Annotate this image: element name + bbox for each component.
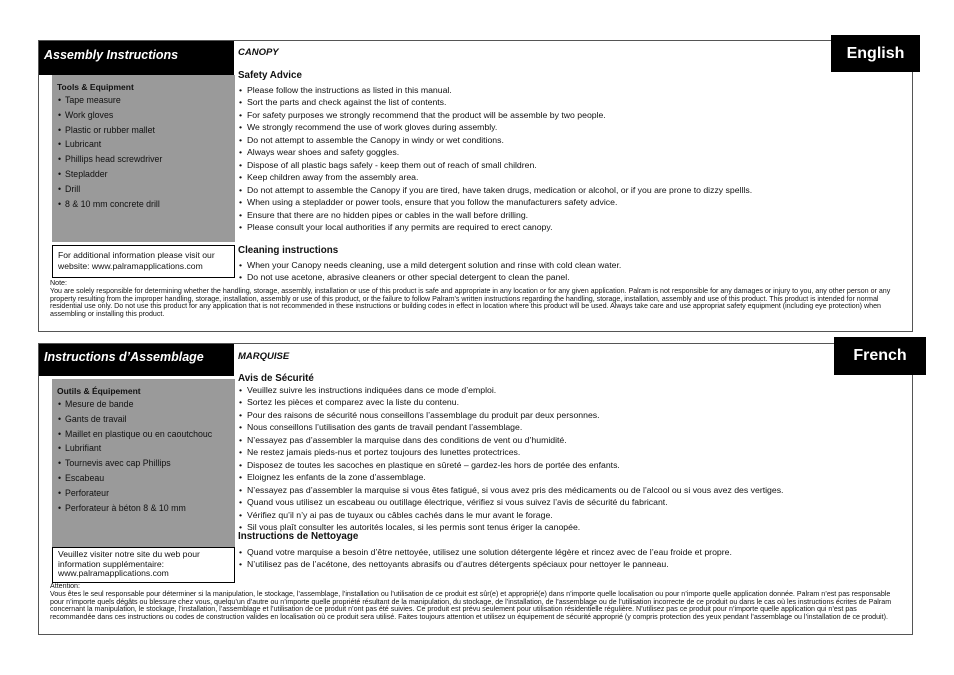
english-panel bbox=[38, 40, 913, 332]
safety-item: • N’essayez pas d’assembler la marquise dans des conditions de vent ou d’humidité. bbox=[238, 434, 898, 446]
tool-item: • Plastic or rubber mallet bbox=[57, 125, 230, 136]
note-text bbox=[50, 280, 900, 319]
language-tab-french: French bbox=[834, 337, 926, 375]
tools-box bbox=[52, 379, 235, 548]
safety-item: • Veuillez suivre les instructions indiquées dans ce mode d’emploi. bbox=[238, 384, 898, 396]
tool-item: • Lubricant bbox=[57, 139, 230, 150]
safety-item: • Dispose of all plastic bags safely - keep them out of reach of small children. bbox=[238, 159, 898, 171]
cleaning-title: Instructions de Nettoyage bbox=[238, 531, 359, 542]
safety-item: • Quand vous utilisez un escabeau ou outillage électrique, vérifiez si vous suivez l’avis de sécurité du fabricant. bbox=[238, 496, 898, 508]
safety-item: • Do not attempt to assemble the Canopy if you are tired, have taken drugs, medication or alcohol, or if you are prone to dizzy spellls. bbox=[238, 184, 898, 196]
tool-item: • 8 & 10 mm concrete drill bbox=[57, 199, 230, 210]
tool-item: • Escabeau bbox=[57, 473, 230, 484]
safety-item: • Please follow the instructions as listed in this manual. bbox=[238, 84, 898, 96]
safety-item: • Sort the parts and check against the list of contents. bbox=[238, 96, 898, 108]
safety-item: • Pour des raisons de sécurité nous conseillons l’assemblage du produit par deux personnes. bbox=[238, 409, 898, 421]
cleaning-title: Cleaning instructions bbox=[238, 245, 339, 256]
safety-section bbox=[238, 373, 898, 533]
safety-item: • Eloignez les enfants de la zone d’assemblage. bbox=[238, 471, 898, 483]
tool-item: • Gants de travail bbox=[57, 414, 230, 425]
tool-item: • Lubrifiant bbox=[57, 443, 230, 454]
safety-item: • Do not attempt to assemble the Canopy in windy or wet conditions. bbox=[238, 134, 898, 146]
info-box: For additional information please visit our website: www.palramapplications.com bbox=[52, 245, 235, 278]
note-body: Vous êtes le seul responsable pour déterminer si la manipulation, le stockage, l’assemblage, l’installation ou l’utilisation de ce produit est sûr(e) et approprié(e) dans n’importe quelle localisation ou pour n’importe quelle application donnée. Palram n’est pas responsable pour n’importe quels dégâts ou blessure chez vous, quelqu’un d’autre ou n’importe quelle propriété résultant de la manipulation, du stockage, de l’installation, de l’assemblage ou de l’utilisation incorrecte de ce produit ou dans le cas où les instructions écrites de Palram concernant la manipulation, le stockage, l’installation, l’assemblage et l’utilisation de ce produit n’ont pas été suivies. Ce produit est prévu seulement pour utilisation résidentielle régulière. N’utilisez pas ce produit pour n’importe quelle application qui n’est pas recommandée dans ces instructions ou codes de construction valides en localisation où ce produit sera utilisé. Faites toujours attention et utilisez un équipement de sécurité approprié (y compris protection des yeux pendant l’assemblage ou l’installation de ce produit). bbox=[50, 589, 892, 622]
tool-item: • Work gloves bbox=[57, 110, 230, 121]
tool-item: • Perforateur à béton 8 & 10 mm bbox=[57, 503, 230, 514]
safety-item: • Always wear shoes and safety goggles. bbox=[238, 146, 898, 158]
tool-item: • Tape measure bbox=[57, 95, 230, 106]
safety-item: • We strongly recommend the use of work gloves during assembly. bbox=[238, 121, 898, 133]
safety-item: • Please consult your local authorities if any permits are required to erect canopy. bbox=[238, 221, 898, 233]
safety-item: • Keep children away from the assembly area. bbox=[238, 171, 898, 183]
language-tab-english: English bbox=[831, 35, 920, 72]
safety-item: • Vérifiez qu’il n’y ai pas de tuyaux ou câbles cachés dans le mur avant le forage. bbox=[238, 509, 898, 521]
safety-list bbox=[238, 84, 898, 233]
tool-item: • Phillips head screwdriver bbox=[57, 154, 230, 165]
tool-item: • Drill bbox=[57, 184, 230, 195]
safety-item: • Disposez de toutes les sacoches en plastique en sûreté – gardez-les hors de portée des enfants. bbox=[238, 459, 898, 471]
cleaning-item: • When your Canopy needs cleaning, use a mild detergent solution and rinse with cold clean water. bbox=[238, 259, 898, 271]
safety-list bbox=[238, 384, 898, 533]
cleaning-section bbox=[238, 245, 898, 284]
safety-item: • When using a stepladder or power tools, ensure that you follow the manufacturers safety advice. bbox=[238, 196, 898, 208]
note-text bbox=[50, 583, 900, 622]
section-header: Instructions d’Assemblage bbox=[39, 344, 234, 376]
note-label: Note: bbox=[50, 279, 67, 287]
french-panel bbox=[38, 343, 913, 635]
cleaning-section bbox=[238, 531, 898, 571]
tool-item: • Stepladder bbox=[57, 169, 230, 180]
tools-title: Tools & Equipment bbox=[57, 82, 134, 92]
safety-item: • Sil vous plaît consulter les autorités locales, si les permis sont tenus ériger la canopée. bbox=[238, 521, 898, 533]
tool-item: • Perforateur bbox=[57, 488, 230, 499]
section-header: Assembly Instructions bbox=[39, 41, 234, 75]
safety-section bbox=[238, 70, 898, 233]
tools-list bbox=[57, 399, 230, 513]
product-name: MARQUISE bbox=[238, 351, 290, 362]
safety-item: • Sortez les pièces et comparez avec la liste du contenu. bbox=[238, 396, 898, 408]
safety-title: Safety Advice bbox=[238, 70, 302, 81]
safety-item: • N’essayez pas d’assembler la marquise si vous êtes fatigué, si vous avez pris des médicaments ou de l’alcool ou si vous avez des vertiges. bbox=[238, 484, 898, 496]
tools-box bbox=[52, 75, 235, 242]
cleaning-item: • N’utilisez pas de l’acétone, des nettoyants abrasifs ou d’autres détergents spéciaux pour nettoyer le panneau. bbox=[238, 558, 898, 570]
cleaning-item: • Do not use acetone, abrasive cleaners or other special detergent to clean the panel. bbox=[238, 271, 898, 283]
note-label: Attention: bbox=[50, 582, 80, 590]
tool-item: • Mesure de bande bbox=[57, 399, 230, 410]
safety-item: • Ensure that there are no hidden pipes or cables in the wall before drilling. bbox=[238, 209, 898, 221]
tools-title: Outils & Équipement bbox=[57, 386, 141, 396]
tools-list bbox=[57, 95, 230, 209]
info-box: Veuillez visiter notre site du web pour information supplémentaire: www.palramapplications.com bbox=[52, 547, 235, 583]
tool-item: • Tournevis avec cap Phillips bbox=[57, 458, 230, 469]
safety-title: Avis de Sécurité bbox=[238, 373, 314, 384]
safety-item: • Ne restez jamais pieds-nus et portez toujours des lunettes protectrices. bbox=[238, 446, 898, 458]
cleaning-item: • Quand votre marquise a besoin d’être nettoyée, utilisez une solution détergente légère et rincez avec de l’eau froide et propre. bbox=[238, 546, 898, 558]
tool-item: • Maillet en plastique ou en caoutchouc bbox=[57, 429, 230, 440]
safety-item: • For safety purposes we strongly recommend that the product will be assemble by two people. bbox=[238, 109, 898, 121]
note-body: You are solely responsible for determining whether the handling, storage, assembly, installation or use of this product is safe and appropriate in any location or for any given application. Palram is not responsible for any damages or injury to you, any other person or any property resulting from the improper handling, storage, installation, assembly or use of this product, or the failure to follow Palram's written instructions regarding the handling, storage, installation, assembly and use of this product. This product is intended for normal residential use only. Do not use this product for any application that is not recommended in these instructions or building codes in effect in location where this product will be used. Always take care and use appropriat safety equipment (including eye protection) when assembling or installing this product. bbox=[50, 286, 891, 319]
product-name: CANOPY bbox=[238, 47, 279, 58]
safety-item: • Nous conseillons l’utilisation des gants de travail pendant l’assemblage. bbox=[238, 421, 898, 433]
cleaning-list bbox=[238, 546, 898, 571]
